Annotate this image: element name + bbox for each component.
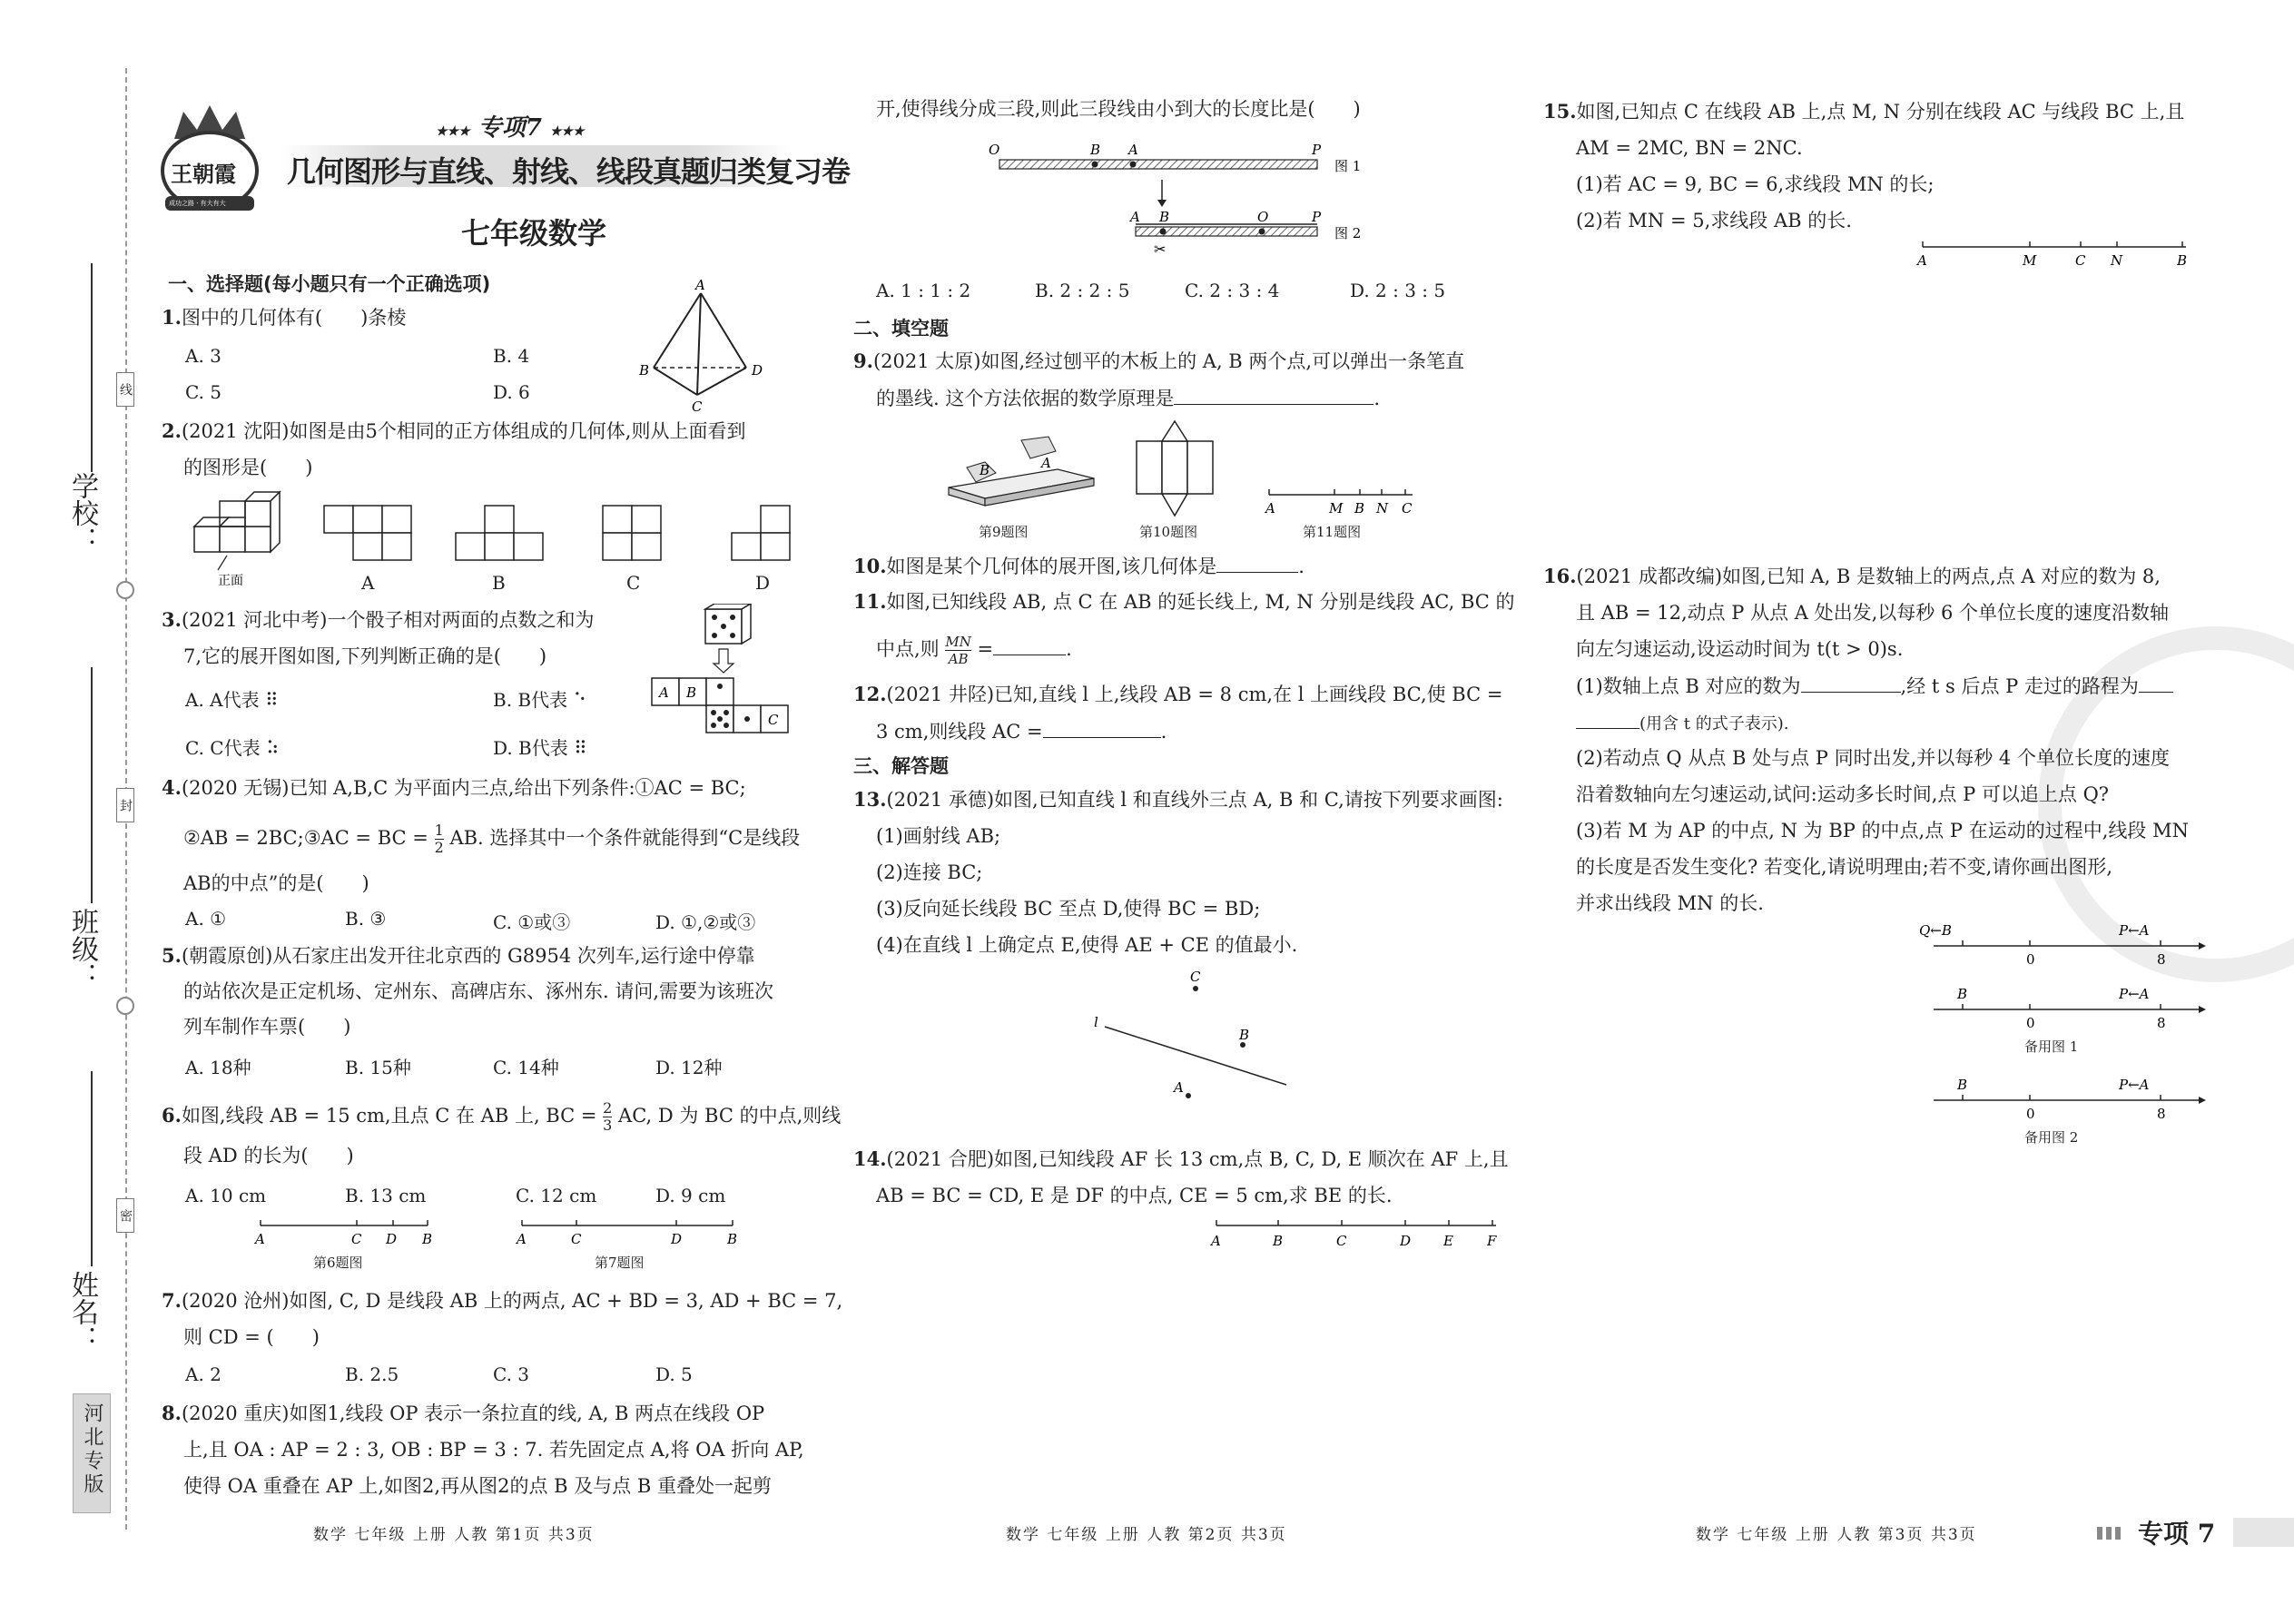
q8-line4: 开,使得线分成三段,则此三段线由小到大的长度比是( ) [876, 98, 1361, 120]
q14-label-f: F [1487, 1233, 1497, 1249]
q8-fig1-label-a: A [1128, 142, 1138, 158]
q16-step1-cont [1576, 708, 1788, 738]
q6-option-c[interactable]: C. 12 cm [516, 1185, 597, 1206]
q2-option-c-figure[interactable] [601, 504, 665, 567]
q1-text [162, 304, 406, 331]
q13-line1 [853, 786, 1503, 813]
q2-option-d-figure[interactable] [730, 504, 793, 567]
q16-number-line-spare2 [1915, 1071, 2206, 1126]
q3-option-b[interactable] [493, 685, 586, 712]
q15-number: 15. [1543, 100, 1577, 123]
q13-number: 13. [853, 788, 887, 811]
q11-frac-den: AB [948, 651, 969, 667]
q16-step3a: (3)若 M 为 AP 的中点, N 为 BP 的中点,点 P 在运动的过程中,线段 MN [1576, 820, 2189, 842]
q8-fig2-label-a: A [1130, 209, 1140, 225]
q16-spare2-label-eight: 8 [2157, 1106, 2166, 1122]
q16-step1-end: (用含 t 的式子表示). [1639, 714, 1789, 733]
q6-option-d[interactable]: D. 9 cm [655, 1185, 726, 1206]
q8-fig2-label-o: O [1257, 209, 1269, 225]
q8-option-c[interactable]: C. 2 : 3 : 4 [1185, 280, 1280, 301]
q11-stem: 如图,已知线段 AB, 点 C 在 AB 的延长线上, M, N 分别是线段 AC, BC 的 [886, 591, 1515, 613]
q4-line1 [162, 774, 746, 802]
q16-spare1-caption: 备用图 1 [2024, 1038, 2079, 1055]
q15-label-n: N [2111, 252, 2123, 269]
q13-label-c: C [1190, 969, 1201, 985]
q7-option-d[interactable]: D. 5 [655, 1363, 693, 1385]
q13-step4: (4)在直线 l 上确定点 E,使得 AE + CE 的值最小. [876, 934, 1298, 956]
footer-page-3: 数学 七年级 上册 人教 第3页 共3页 [1696, 1526, 1977, 1544]
q2-option-b-figure[interactable] [454, 504, 545, 567]
q9-board-figure [940, 431, 1098, 513]
q7-line2: 则 CD = ( ) [183, 1326, 320, 1348]
q9-label-b: B [980, 462, 990, 478]
q8-fig2-caption: 图 2 [1334, 225, 1362, 241]
name-field[interactable] [91, 1071, 93, 1266]
q13-step3: (3)反向延长线段 BC 至点 D,使得 BC = BD; [876, 898, 1261, 920]
q3-net-label-b: B [686, 684, 697, 701]
section-choice: 一、选择题(每小题只有一个正确选项) [168, 273, 491, 295]
q1-option-a[interactable]: A. 3 [185, 345, 222, 367]
q5-option-b[interactable]: B. 15种 [345, 1057, 411, 1078]
q2-option-c[interactable]: C [626, 572, 641, 594]
q16-line1 [1543, 563, 2161, 590]
q14-label-b: B [1273, 1233, 1284, 1249]
q1-option-d[interactable]: D. 6 [493, 381, 530, 403]
q9-line1 [853, 348, 1464, 375]
q2-line2: 的图形是( ) [183, 457, 313, 478]
q3-dice-net-figure [646, 604, 801, 749]
q14-stem: (2021 合肥)如图,已知线段 AF 长 13 cm,点 B, C, D, E 顺次在 AF 上,且 [886, 1148, 1509, 1170]
q14-label-e: E [1443, 1233, 1453, 1249]
star-icon: ★★★ [549, 124, 585, 139]
q11-label-b: B [1354, 500, 1365, 517]
dice-five-icon: ⠵ [265, 737, 280, 759]
q3-line1 [162, 606, 594, 634]
q16-line2: 且 AB = 12,动点 P 从点 A 处出发,以每秒 6 个单位长度的速度沿数轴 [1576, 602, 2169, 624]
binding-circle-1 [116, 581, 134, 599]
q16-step3b: 的长度是否发生变化? 若变化,请说明理由;若不变,请你画出图形, [1576, 856, 2113, 878]
q13-label-a: A [1174, 1079, 1184, 1096]
q15-label-b: B [2177, 252, 2188, 269]
q2-stem: (2021 沈阳)如图是由5个相同的正方体组成的几何体,则从上面看到 [181, 420, 746, 442]
binding-box-mi: 密 [116, 1198, 134, 1233]
q5-line2: 的站依次是正定机场、定州东、高碑店东、涿州东. 请问,需要为该班次 [183, 980, 774, 1002]
q8-line2: 上,且 OA : AP = 2 : 3, OB : BP = 3 : 7. 若先固定点 A,将 OA 折向 AP, [183, 1439, 804, 1461]
q2-option-d[interactable]: D [755, 572, 771, 594]
q6-number: 6. [162, 1104, 182, 1127]
q16-step2b: 沿着数轴向左匀速运动,试问:运动多长时间,点 P 可以追上点 Q? [1576, 783, 2110, 805]
q7-label-c: C [571, 1231, 582, 1247]
q11-line2: 中点,则 $\frac{MN}{AB}$ = . [876, 634, 1072, 667]
q11-segment-figure [1262, 486, 1421, 517]
q6-line2: 段 AD 的长为( ) [183, 1145, 354, 1166]
q14-label-d: D [1400, 1233, 1412, 1249]
q7-segment-figure [513, 1216, 744, 1253]
q11-label-m: M [1329, 500, 1344, 517]
q4-line3: AB的中点”的是( ) [183, 872, 369, 894]
q16-answer-blank-1[interactable] [1801, 672, 1901, 693]
q7-line1 [162, 1287, 842, 1314]
q7-number: 7. [162, 1289, 182, 1312]
q13-figure [1085, 967, 1303, 1112]
dice-six-icon: ⠿ [264, 689, 279, 711]
q14-line2: AB = BC = CD, E 是 DF 的中点, CE = 5 cm,求 BE 的长. [876, 1185, 1393, 1206]
school-label: 学校： [66, 472, 98, 554]
q4-frac-num: 1 [434, 822, 444, 839]
section-fill: 二、填空题 [853, 318, 949, 340]
q4-option-a[interactable]: A. ① [185, 908, 227, 930]
q9-stem: (2021 太原)如图,经过刨平的木板上的 A, B 两个点,可以弹出一条笔直 [872, 350, 1465, 372]
q7-label-b: B [727, 1231, 738, 1247]
q2-option-a[interactable]: A [361, 572, 375, 594]
q6-line1 [162, 1100, 841, 1134]
q16-answer-blank-3[interactable] [1576, 708, 1639, 729]
q5-option-d[interactable]: D. 12种 [655, 1057, 723, 1078]
q14-line1 [853, 1146, 1509, 1173]
page-title: 几何图形与直线、射线、线段真题归类复习卷 [287, 154, 851, 189]
q11-answer-blank[interactable] [993, 635, 1066, 655]
q4-option-d[interactable]: D. ①,②或③ [655, 911, 756, 933]
q5-option-a[interactable]: A. 18种 [185, 1057, 251, 1078]
q2-number: 2. [162, 419, 182, 442]
q1-label-b: B [639, 362, 650, 379]
logo-caption: 成功之路 · 有大有大 [169, 200, 226, 207]
q6-label-a: A [255, 1231, 265, 1247]
q5-option-c[interactable]: C. 14种 [493, 1057, 559, 1078]
q1-option-c[interactable]: C. 5 [185, 381, 222, 403]
q16-main-label-zero: 0 [2026, 951, 2035, 968]
q15-stem: 如图,已知点 C 在线段 AB 上,点 M, N 分别在线段 AC 与线段 BC 上,且 [1576, 101, 2185, 123]
scissors-icon: ✂ [1154, 241, 1167, 258]
q16-spare2-label-p-a: P←A [2119, 1077, 2150, 1093]
q3-option-b-text: B. B代表 [493, 689, 568, 711]
q14-label-a: A [1211, 1233, 1221, 1249]
footer-page-1: 数学 七年级 上册 人教 第1页 共3页 [313, 1526, 595, 1544]
page-subtitle: 七年级数学 [461, 216, 607, 251]
q16-spare2-caption: 备用图 2 [2024, 1129, 2079, 1146]
q2-option-b[interactable]: B [492, 572, 506, 594]
q3-option-c-text: C. C代表 [185, 737, 261, 759]
q11-fraction [945, 634, 970, 667]
q16-number-line-spare1 [1915, 980, 2206, 1035]
q8-figure [985, 136, 1384, 263]
q14-label-c: C [1336, 1233, 1347, 1249]
q5-number: 5. [162, 944, 182, 967]
q8-option-d[interactable]: D. 2 : 3 : 5 [1350, 280, 1446, 301]
q16-step1-start: (1)数轴上点 B 对应的数为 [1576, 675, 1801, 697]
q7-option-a[interactable]: A. 2 [185, 1363, 222, 1385]
q9-answer-blank[interactable] [1174, 384, 1373, 405]
q8-fig1-label-o: O [989, 142, 1000, 158]
q1-pyramid-figure [635, 277, 781, 413]
topic-badge [436, 109, 585, 143]
q9-line2-text: 的墨线. 这个方法依据的数学原理是 [876, 388, 1175, 409]
q16-main-label-eight: 8 [2157, 951, 2166, 968]
footer-page-2: 数学 七年级 上册 人教 第2页 共3页 [1006, 1526, 1287, 1544]
q16-number-line-main [1915, 917, 2206, 971]
q6-line1-start: 如图,线段 AB = 15 cm,且点 C 在 AB 上, BC = [181, 1105, 597, 1127]
q4-option-c[interactable]: C. ①或③ [493, 911, 571, 933]
q2-option-a-figure[interactable] [322, 504, 413, 567]
q8-fig1-label-b: B [1090, 142, 1101, 158]
q9-figure-caption: 第9题图 [979, 524, 1029, 540]
q11-label-a: A [1265, 500, 1275, 517]
q1-label-c: C [692, 399, 703, 413]
q3-option-a-text: A. A代表 [185, 689, 260, 711]
q13-label-b: B [1239, 1027, 1250, 1043]
class-field[interactable] [91, 667, 93, 903]
q6-segment-figure [250, 1216, 440, 1253]
q3-line2: 7,它的展开图如图,下列判断正确的是( ) [183, 645, 547, 667]
q4-line2-start: ②AB = 2BC;③AC = BC = [183, 827, 428, 849]
q4-stem: (2020 无锡)已知 A,B,C 为平面内三点,给出下列条件:①AC = BC; [181, 777, 746, 799]
q15-line2: AM = 2MC, BN = 2NC. [1576, 137, 1803, 159]
q3-option-d-text: D. B代表 [493, 737, 568, 759]
q8-line1 [162, 1400, 764, 1427]
q15-step1: (1)若 AC = 9, BC = 6,求线段 MN 的长; [1576, 173, 1935, 195]
q16-line3: 向左匀速运动,设运动时间为 t(t > 0)s. [1576, 638, 1904, 660]
q6-fraction [603, 1100, 612, 1134]
q8-option-b[interactable]: B. 2 : 2 : 5 [1035, 280, 1130, 301]
q15-step2: (2)若 MN = 5,求线段 AB 的长. [1576, 210, 1852, 231]
school-field[interactable] [91, 263, 93, 472]
q9-line2: 的墨线. 这个方法依据的数学原理是 . [876, 384, 1380, 412]
q12-stem: (2021 井陉)已知,直线 l 上,线段 AB = 8 cm,在 l 上画线段 BC,使 BC = [886, 684, 1503, 705]
q16-step2a: (2)若动点 Q 从点 B 处与点 P 同时出发,并以每秒 4 个单位长度的速度 [1576, 747, 2170, 769]
q12-line2-text: 3 cm,则线段 AC = [876, 721, 1043, 743]
q8-fig2-label-b: B [1159, 209, 1170, 225]
q8-line3: 使得 OA 重叠在 AP 上,如图2,再从图2的点 B 及与点 B 重叠处一起剪 [183, 1475, 773, 1497]
binding-circle-2 [116, 997, 134, 1015]
q4-fraction [435, 822, 444, 856]
q16-step1-middle: ,经 t s 后点 P 走过的路程为 [1900, 675, 2139, 697]
q4-line2 [183, 822, 800, 856]
q14-number: 14. [853, 1147, 887, 1170]
q4-frac-den: 2 [434, 839, 444, 856]
q7-stem: (2020 沧州)如图, C, D 是线段 AB 上的两点, AC + BD = 3, AD + BC = 7, [181, 1290, 843, 1312]
dice-six-icon: ⠿ [574, 737, 587, 759]
q4-number: 4. [162, 776, 182, 799]
q3-option-c[interactable] [185, 733, 280, 760]
q11-label-c: C [1402, 500, 1413, 517]
q2-cube-figure [191, 490, 290, 590]
q13-label-l: l [1094, 1014, 1098, 1030]
q11-frac-num: MN [945, 634, 971, 650]
q16-spare1-label-zero: 0 [2026, 1015, 2035, 1031]
q6-label-b: B [422, 1231, 433, 1247]
q11-figure-caption: 第11题图 [1303, 524, 1362, 540]
q1-option-b[interactable]: B. 4 [493, 345, 530, 367]
q3-net-label-a: A [659, 684, 669, 701]
q10-line: 10.如图是某个几何体的展开图,该几何体是 . [853, 552, 1305, 580]
q11-label-n: N [1376, 500, 1389, 517]
binding-box-line: 线 [116, 372, 134, 407]
q16-main-label-q-b: Q←B [1919, 922, 1952, 939]
q15-label-a: A [1917, 252, 1927, 269]
q16-step3c: 并求出线段 MN 的长. [1576, 892, 1764, 914]
q3-option-a[interactable] [185, 685, 279, 712]
q8-number: 8. [162, 1402, 182, 1424]
q14-segment-figure [1207, 1216, 1502, 1253]
q6-figure-caption: 第6题图 [313, 1255, 363, 1271]
dice-three-icon: ⠑ [573, 689, 587, 711]
q4-line2-end: AB. 选择其中一个条件就能得到“C是线段 [449, 827, 801, 849]
footer-decor [2097, 1527, 2124, 1540]
q12-number: 12. [853, 683, 887, 705]
name-label: 姓名： [66, 1271, 98, 1353]
q13-stem: (2021 承德)如图,已知直线 l 和直线外三点 A, B 和 C,请按下列要求画图: [886, 789, 1503, 811]
q3-option-d[interactable] [493, 733, 587, 760]
q9-label-a: A [1041, 455, 1051, 471]
q6-option-b[interactable]: B. 13 cm [345, 1185, 427, 1206]
q7-figure-caption: 第7题图 [595, 1255, 645, 1271]
q12-line2: 3 cm,则线段 AC = . [876, 717, 1167, 745]
q16-step1 [1576, 672, 2173, 700]
q6-line1-end: AC, D 为 BC 的中点,则线 [618, 1105, 842, 1127]
q5-stem: (朝霞原创)从石家庄出发开往北京西的 G8954 次列车,运行途中停靠 [181, 945, 755, 967]
q12-answer-blank[interactable] [1043, 717, 1161, 738]
q7-label-d: D [671, 1231, 683, 1247]
q1-number: 1. [162, 306, 182, 329]
q4-option-b[interactable]: B. ③ [345, 908, 387, 930]
q16-main-label-p-a: P←A [2119, 922, 2150, 939]
right-badge-bar [2233, 1518, 2294, 1547]
right-badge: 专项 7 [2138, 1519, 2216, 1549]
q3-net-label-c: C [768, 712, 779, 728]
logo-text: 王朝霞 [171, 161, 236, 187]
q11-line2-start: 中点,则 [876, 638, 940, 660]
q6-frac-num: 2 [603, 1099, 613, 1117]
q6-frac-den: 3 [603, 1117, 613, 1134]
q15-line1 [1543, 98, 2184, 125]
section-answer: 三、解答题 [853, 755, 949, 777]
q15-segment-figure [1915, 238, 2192, 274]
q9-number: 9. [853, 349, 873, 372]
q10-figure-caption: 第10题图 [1139, 524, 1198, 540]
q11-number: 11. [853, 590, 887, 613]
q15-label-m: M [2023, 252, 2037, 269]
q16-spare1-label-eight: 8 [2157, 1015, 2166, 1031]
q12-line1 [853, 681, 1502, 708]
q16-spare2-label-zero: 0 [2026, 1106, 2035, 1122]
q10-answer-blank[interactable] [1216, 552, 1298, 573]
star-icon: ★★★ [436, 124, 470, 139]
topic-badge-text: 专项7 [478, 114, 542, 142]
q1-stem: 图中的几何体有( )条棱 [181, 307, 407, 329]
q6-label-d: D [386, 1231, 398, 1247]
q16-spare1-label-p-a: P←A [2119, 986, 2150, 1002]
q5-line3: 列车制作车票( ) [183, 1016, 351, 1038]
q16-spare1-label-b: B [1957, 986, 1968, 1002]
q6-option-a[interactable]: A. 10 cm [185, 1185, 267, 1206]
q11-equals: = [977, 638, 994, 660]
q10-net-figure [1135, 419, 1216, 519]
q2-front-label: 正面 [218, 574, 243, 588]
q16-answer-blank-2[interactable] [2139, 672, 2173, 693]
q3-stem: (2021 河北中考)一个骰子相对两面的点数之和为 [181, 609, 595, 631]
q16-number: 16. [1543, 565, 1577, 587]
edition-label: 河北专版 [81, 1403, 103, 1497]
q3-number: 3. [162, 608, 182, 631]
q8-fig2-label-p: P [1312, 209, 1322, 225]
q1-label-a: A [695, 277, 705, 293]
q6-label-c: C [351, 1231, 362, 1247]
q16-stem: (2021 成都改编)如图,已知 A, B 是数轴上的两点,点 A 对应的数为 8, [1576, 566, 2161, 587]
q10-number: 10. [853, 555, 887, 577]
q1-label-d: D [752, 362, 763, 379]
q10-stem: 如图是某个几何体的展开图,该几何体是 [886, 556, 1217, 577]
q15-label-c: C [2075, 252, 2086, 269]
binding-box-feng: 封 [116, 788, 134, 822]
q7-label-a: A [517, 1231, 527, 1247]
q8-fig1-caption: 图 1 [1334, 158, 1362, 174]
q7-option-b[interactable]: B. 2.5 [345, 1363, 399, 1385]
q2-line1 [162, 418, 745, 445]
q16-spare2-label-b: B [1957, 1077, 1968, 1093]
q13-step2: (2)连接 BC; [876, 861, 983, 883]
q8-fig1-label-p: P [1312, 142, 1322, 158]
q8-stem: (2020 重庆)如图1,线段 OP 表示一条拉直的线, A, B 两点在线段 OP [181, 1403, 765, 1424]
q8-option-a[interactable]: A. 1 : 1 : 2 [876, 280, 971, 301]
q7-option-c[interactable]: C. 3 [493, 1363, 530, 1385]
q5-line1 [162, 942, 755, 969]
q13-step1: (1)画射线 AB; [876, 825, 1001, 847]
class-label: 班级： [66, 908, 98, 989]
q11-line1 [853, 588, 1515, 615]
